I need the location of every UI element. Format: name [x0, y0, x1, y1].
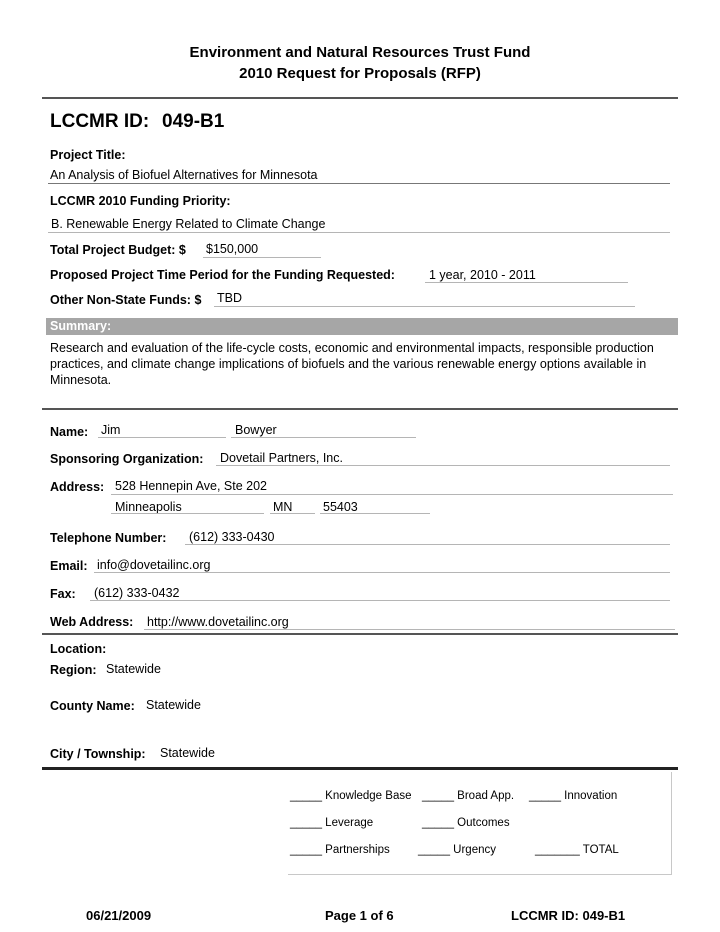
score-partnerships: _____ Partnerships [290, 844, 390, 856]
score-broad-app: _____ Broad App. [422, 790, 515, 802]
form-header-title: Environment and Natural Resources Trust Fund [189, 44, 531, 61]
budget-underline [203, 257, 321, 258]
fax-label: Fax: [50, 587, 76, 601]
last-name-underline [231, 437, 416, 438]
phone-underline [185, 544, 670, 545]
form-header-subtitle: 2010 Request for Proposals (RFP) [239, 65, 481, 82]
time-period-value: 1 year, 2010 - 2011 [429, 268, 536, 282]
email-label: Email: [50, 559, 88, 573]
first-name-underline [98, 437, 226, 438]
summary-header-bar [46, 318, 678, 335]
county-value: Statewide [146, 698, 201, 712]
city-value: Minneapolis [115, 500, 182, 514]
web-underline [144, 629, 675, 630]
project-title-value: An Analysis of Biofuel Alternatives for Minnesota [50, 168, 318, 182]
org-value: Dovetail Partners, Inc. [220, 451, 343, 465]
summary-label: Summary: [50, 319, 112, 333]
phone-value: (612) 333-0430 [189, 530, 275, 544]
summary-divider [42, 408, 678, 410]
region-value: Statewide [106, 662, 161, 676]
contact-divider [42, 633, 678, 635]
summary-text: Research and evaluation of the life-cycle costs, economic and environmental impacts, responsible production practices, and climate change implications of biofuels and the various renewable energy options available in Minnesota. [50, 341, 654, 387]
email-value: info@dovetailinc.org [97, 558, 211, 572]
score-innovation: _____ Innovation [529, 790, 618, 802]
state-underline [270, 513, 315, 514]
last-name-value: Bowyer [235, 423, 277, 437]
header-divider [42, 97, 678, 99]
id-value: 049-B1 [162, 111, 225, 132]
time-period-underline [425, 282, 628, 283]
region-label: Region: [50, 663, 97, 677]
street-value: 528 Hennepin Ave, Ste 202 [115, 479, 267, 493]
fax-value: (612) 333-0432 [94, 586, 180, 600]
other-funds-underline [214, 306, 635, 307]
funding-priority-label: LCCMR 2010 Funding Priority: [50, 194, 231, 208]
web-value: http://www.dovetailinc.org [147, 615, 289, 629]
state-value: MN [273, 500, 293, 514]
location-label: Location: [50, 642, 107, 656]
score-urgency: _____ Urgency [418, 844, 496, 856]
city-underline [111, 513, 264, 514]
score-knowledge-base: _____ Knowledge Base [290, 790, 412, 802]
footer-id: LCCMR ID: 049-B1 [511, 908, 626, 923]
street-underline [111, 494, 673, 495]
fax-underline [90, 600, 670, 601]
email-underline [94, 572, 670, 573]
name-label: Name: [50, 425, 89, 439]
score-leverage: _____ Leverage [290, 817, 374, 829]
address-label: Address: [50, 480, 105, 494]
county-label: County Name: [50, 699, 135, 713]
city-township-label: City / Township: [50, 747, 146, 761]
budget-value: $150,000 [206, 242, 259, 256]
score-outcomes: _____ Outcomes [422, 817, 510, 829]
location-divider [42, 767, 678, 770]
web-label: Web Address: [50, 615, 134, 629]
zip-underline [320, 513, 430, 514]
project-title-label: Project Title: [50, 148, 126, 162]
footer-date: 06/21/2009 [86, 908, 152, 923]
time-period-label: Proposed Project Time Period for the Funding Requested: [50, 268, 395, 282]
funding-priority-underline [48, 232, 670, 233]
footer-page-number: Page 1 of 6 [325, 908, 394, 923]
zip-value: 55403 [323, 500, 358, 514]
project-title-underline [48, 183, 670, 184]
other-funds-label: Other Non-State Funds: $ [50, 293, 202, 307]
budget-label: Total Project Budget: $ [50, 243, 186, 257]
phone-label: Telephone Number: [50, 531, 167, 545]
funding-priority-value: B. Renewable Energy Related to Climate Change [51, 217, 326, 231]
other-funds-value: TBD [217, 291, 242, 305]
first-name-value: Jim [101, 423, 121, 437]
score-total: _______ TOTAL [535, 844, 619, 856]
org-underline [216, 465, 670, 466]
city-township-value: Statewide [160, 746, 215, 760]
id-label: LCCMR ID: [50, 111, 150, 132]
org-label: Sponsoring Organization: [50, 452, 204, 466]
